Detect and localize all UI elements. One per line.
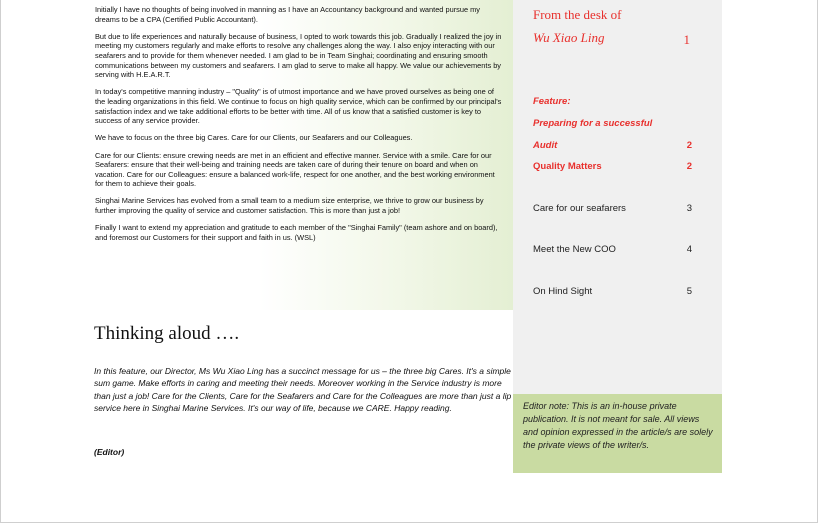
toc-page-care-seafarers: 3 [686, 203, 692, 214]
toc-item-quality-matters[interactable]: Quality Matters [533, 161, 602, 172]
toc-page-audit: 2 [686, 140, 692, 151]
paragraph-1: Initially I have no thoughts of being involved in manning as I have an Accountancy background and wanted pursue my dreams to be a CPA (Certified Public Accountant). [95, 5, 480, 24]
paragraph-4: We have to focus on the three big Cares. Care for our Clients, our Seafarers and our Colleagues. [95, 133, 413, 143]
toc-item-preparing[interactable]: Preparing for a successful [533, 118, 653, 129]
from-desk-label: From the desk of [533, 7, 622, 22]
author-page-number: 1 [683, 32, 690, 47]
paragraph-2: But due to life experiences and naturally because of business, I opted to work towards this job. Gradually I realized the joy in meeting my customers regularly and make efforts to resolve any challenges along the way. I also enjoy interacting with our seafarers and to provide for them whenever needed. I am glad to be in Team Singhai; coordinating and ensuring smooth communications between my customers and seafarers. I am glad to serve to make all happy. We value our achievements by serving with H.E.A.R.T. [95, 31, 502, 80]
paragraph-5: Care for our Clients: ensure crewing needs are met in an efficient and effective manner. Service with a smile. Care for our Seafarers: ensure that their well-being and training needs are taken care of during their tenure on board and when on vacation. Care for our Colleagues: ensure a balanced work-life, respect for one another, and the best working environment for them to achieve their goals. [95, 150, 495, 189]
paragraph-6: Singhai Marine Services has evolved from a small team to a medium size enterprise, we thrive to grow our business by further improving the quality of service and customer satisfaction. This is more than just a job! [95, 196, 484, 216]
paragraph-7: Finally I want to extend my appreciation and gratitude to each member of the "Singhai Family" (team ashore and on board), and foremost our Customers for their support and faith in us. (WSL) [95, 223, 498, 242]
sidebar [513, 0, 722, 394]
author-name: Wu Xiao Ling [533, 30, 605, 45]
editor-signature: (Editor) [94, 447, 125, 457]
paragraph-3: In today's competitive manning industry – "Quality" is of utmost importance and we have proved ourselves as being one of the leading organizations in this field. We continue to focus on high quality service, which can be confirmed by our principal's satisfaction index and we take additional efforts to be better with time. All of us know that a satisfied customer is key to success of any service provider. [95, 87, 502, 126]
toc-item-care-seafarers[interactable]: Care for our seafarers [533, 203, 626, 214]
feature-title: Thinking aloud …. [94, 323, 240, 344]
feature-intro: In this feature, our Director, Ms Wu Xiao Ling has a succinct message for us – the three big Cares. It's a simple sum game. Make efforts in caring and meeting their needs. Moreover working in the Service industry is more than just a job! Care for the Clients, Care for the Seafarers and Care for the Colleagues are more than just a lip service here in Singhai Marine Services. It's our way of life, because we CARE. Happy reading. [94, 366, 512, 414]
toc-item-new-coo[interactable]: Meet the New COO [533, 244, 616, 255]
toc-page-new-coo: 4 [686, 244, 692, 255]
feature-label: Feature: [533, 96, 571, 107]
toc-item-hind-sight[interactable]: On Hind Sight [533, 286, 593, 297]
toc-page-hind-sight: 5 [686, 286, 692, 297]
article-body [95, 5, 505, 250]
editor-note: Editor note: This is an in-house private publication. It is not meant for sale. All views and opinion expressed in the article/s are solely the private views of the writer/s. [523, 401, 713, 450]
toc-page-quality-matters: 2 [686, 161, 692, 172]
toc-item-audit[interactable]: Audit [533, 140, 558, 151]
